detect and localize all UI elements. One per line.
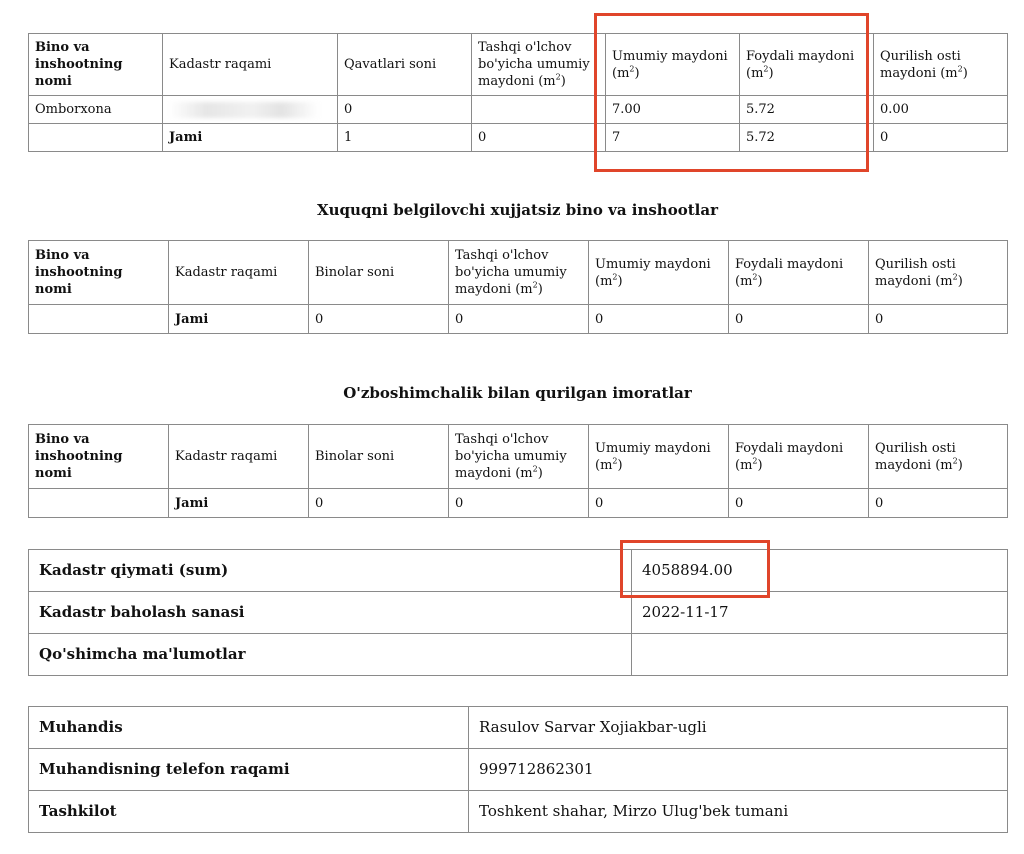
cadastral-value-label: Kadastr qiymati (sum) [29, 550, 632, 592]
redacted-blur [169, 102, 319, 118]
buildings-table [28, 33, 1008, 152]
engineer-table [28, 706, 1008, 833]
additional-info [632, 634, 1008, 676]
col-header-name: Bino va inshootning nomi [29, 425, 169, 489]
cell-name [29, 124, 163, 152]
cell-total-area: 7 [606, 124, 740, 152]
col-header-total-area: Umumiy maydoni $(m^2)$ [589, 425, 729, 489]
organization: Toshkent shahar, Mirzo Ulug'bek tumani [469, 791, 1008, 833]
table-row [29, 707, 1008, 749]
table-row [29, 96, 1008, 124]
cell-name [29, 489, 169, 518]
cell-useful-area: 5.72 [740, 124, 874, 152]
table-row [29, 550, 1008, 592]
unauthorized-buildings-table [28, 424, 1008, 518]
cell-cadastral-number-redacted [163, 96, 338, 124]
cell-total-label: Jami [163, 124, 338, 152]
col-header-useful-area: Foydali maydoni $(m^2)$ [740, 34, 874, 96]
col-header-total-area: Umumiy maydoni $(m^2)$ [589, 241, 729, 305]
table-header-row [29, 34, 1008, 96]
table-row [29, 749, 1008, 791]
table-total-row [29, 305, 1008, 334]
valuation-date-label: Kadastr baholash sanasi [29, 592, 632, 634]
table-row [29, 634, 1008, 676]
col-header-cadastral-number: Kadastr raqami [169, 425, 309, 489]
table-header-row [29, 241, 1008, 305]
col-header-cadastral-number: Kadastr raqami [163, 34, 338, 96]
cell-external-area: 0 [472, 124, 606, 152]
cell-total-label: Jami [169, 489, 309, 518]
cell-building-count: 0 [309, 305, 449, 334]
engineer-phone: 999712862301 [469, 749, 1008, 791]
cell-total-label: Jami [169, 305, 309, 334]
cell-name: Omborxona [29, 96, 163, 124]
table-row [29, 592, 1008, 634]
col-header-footprint-area: Qurilish osti maydoni $(m^2)$ [869, 425, 1008, 489]
cell-name [29, 305, 169, 334]
engineer-name: Rasulov Sarvar Xojiakbar-ugli [469, 707, 1008, 749]
col-header-building-count: Binolar soni [309, 425, 449, 489]
col-header-building-count: Binolar soni [309, 241, 449, 305]
cell-floors: 1 [338, 124, 472, 152]
cell-external-area: 0 [449, 305, 589, 334]
cell-external-area: 0 [449, 489, 589, 518]
col-header-name: Bino va inshootning nomi [29, 241, 169, 305]
col-header-footprint-area: Qurilish osti maydoni $(m^2)$ [869, 241, 1008, 305]
cell-floors: 0 [338, 96, 472, 124]
engineer-phone-label: Muhandisning telefon raqami [29, 749, 469, 791]
section-title-unauthorized: O'zboshimchalik bilan qurilgan imoratlar [343, 384, 692, 402]
cell-footprint-area: 0 [874, 124, 1008, 152]
cell-useful-area: 0 [729, 305, 869, 334]
col-header-external-area: Tashqi o'lchov bo'yicha umumiy maydoni $(m^2)$ [449, 425, 589, 489]
cell-useful-area: 0 [729, 489, 869, 518]
cell-total-area: 0 [589, 305, 729, 334]
col-header-useful-area: Foydali maydoni $(m^2)$ [729, 241, 869, 305]
cell-external-area [472, 96, 606, 124]
col-header-footprint-area: Qurilish osti maydoni $(m^2)$ [874, 34, 1008, 96]
cell-footprint-area: 0 [869, 489, 1008, 518]
table-total-row [29, 124, 1008, 152]
table-header-row [29, 425, 1008, 489]
col-header-external-area: Tashqi o'lchov bo'yicha umumiy maydoni $(m^2)$ [472, 34, 606, 96]
cell-total-area: 0 [589, 489, 729, 518]
cell-footprint-area: 0.00 [874, 96, 1008, 124]
valuation-table [28, 549, 1008, 676]
cell-building-count: 0 [309, 489, 449, 518]
cadastral-value: 4058894.00 [632, 550, 1008, 592]
col-header-name: Bino va inshootning nomi [29, 34, 163, 96]
undocumented-buildings-table [28, 240, 1008, 334]
col-header-external-area: Tashqi o'lchov bo'yicha umumiy maydoni $(m^2)$ [449, 241, 589, 305]
cell-total-area: 7.00 [606, 96, 740, 124]
cell-useful-area: 5.72 [740, 96, 874, 124]
additional-info-label: Qo'shimcha ma'lumotlar [29, 634, 632, 676]
col-header-total-area: Umumiy maydoni $(m^2)$ [606, 34, 740, 96]
col-header-useful-area: Foydali maydoni $(m^2)$ [729, 425, 869, 489]
engineer-label: Muhandis [29, 707, 469, 749]
section-title-undocumented: Xuquqni belgilovchi xujjatsiz bino va inshootlar [317, 201, 718, 219]
col-header-floors: Qavatlari soni [338, 34, 472, 96]
table-row [29, 791, 1008, 833]
organization-label: Tashkilot [29, 791, 469, 833]
col-header-cadastral-number: Kadastr raqami [169, 241, 309, 305]
valuation-date: 2022-11-17 [632, 592, 1008, 634]
cell-footprint-area: 0 [869, 305, 1008, 334]
table-total-row [29, 489, 1008, 518]
